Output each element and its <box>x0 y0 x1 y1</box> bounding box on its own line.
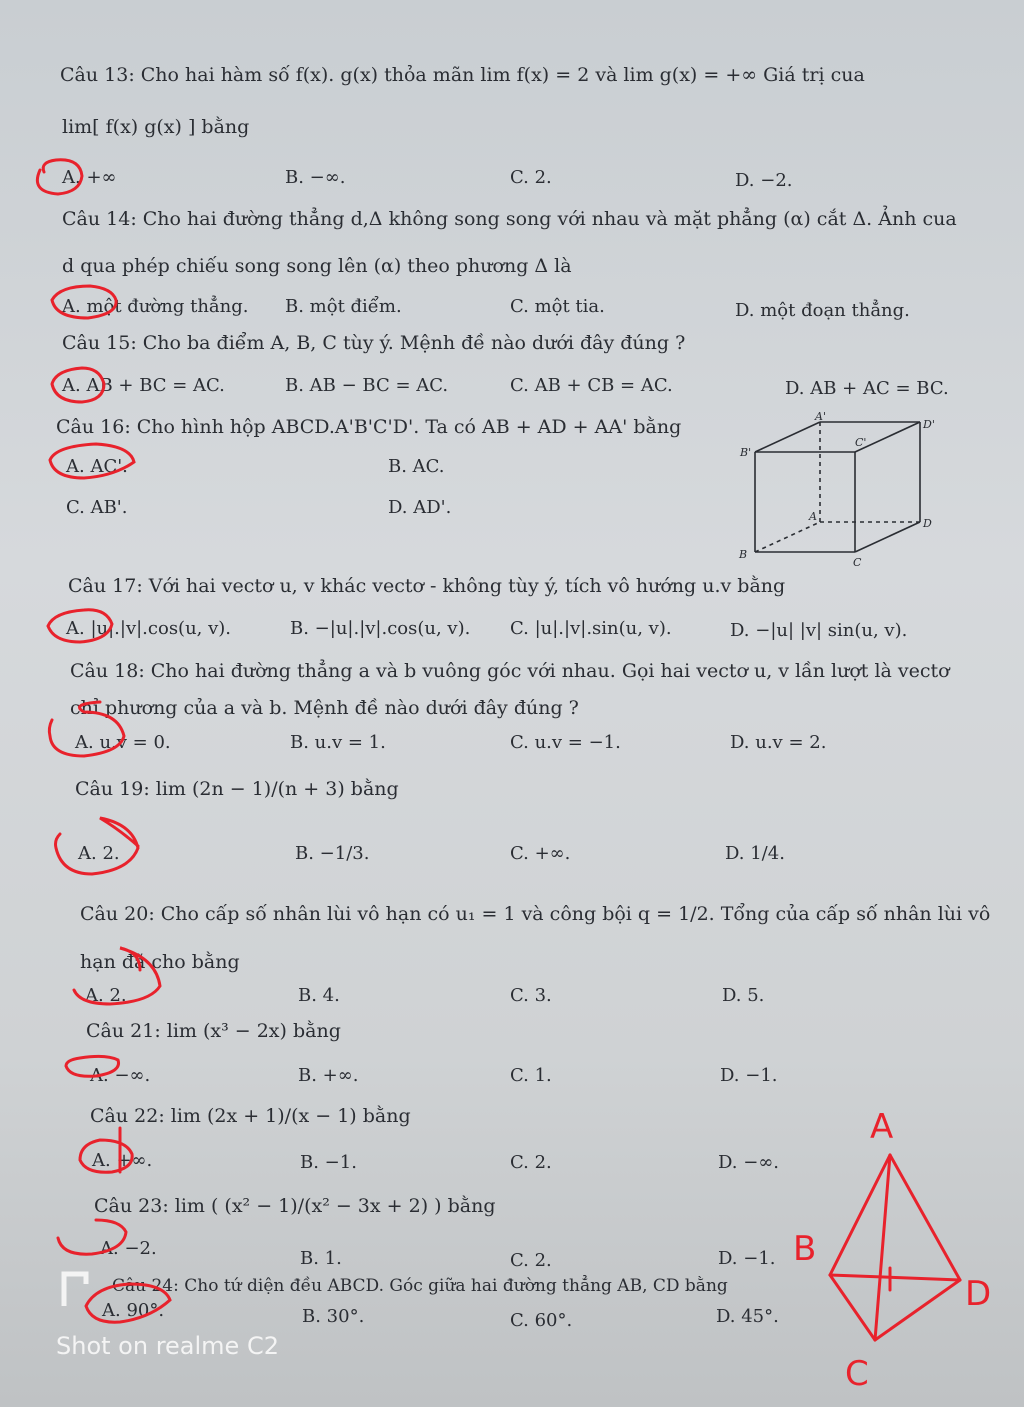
q23-option-d: D. −1. <box>718 1248 776 1269</box>
q20-option-c: C. 3. <box>510 985 552 1006</box>
q21-option-a: A. −∞. <box>90 1065 151 1086</box>
q23-option-a: A. −2. <box>100 1238 157 1259</box>
cube-label-a-prime: A' <box>815 412 826 423</box>
q22-option-a: A. +∞. <box>92 1150 153 1171</box>
q17-option-d: D. −|u| |v| sin(u, v). <box>730 620 908 641</box>
q24-option-d: D. 45°. <box>716 1306 779 1327</box>
q14-option-b: B. một điểm. <box>285 296 402 317</box>
q22-option-c: C. 2. <box>510 1152 552 1173</box>
q15-option-b: B. AB − BC = AC. <box>285 375 449 396</box>
q13-option-d: D. −2. <box>735 170 793 191</box>
q14-option-a: A. một đường thẳng. <box>62 296 249 317</box>
cube-label-a: A <box>809 510 817 523</box>
q21-option-c: C. 1. <box>510 1065 552 1086</box>
q17-option-c: C. |u|.|v|.sin(u, v). <box>510 618 672 639</box>
q22-stem: Câu 22: lim (2x + 1)/(x − 1) bằng <box>90 1105 411 1127</box>
q17-option-a: A. |u|.|v|.cos(u, v). <box>66 618 232 639</box>
cube-label-d-prime: D' <box>923 418 935 431</box>
q22-option-d: D. −∞. <box>718 1152 780 1173</box>
q19-option-c: C. +∞. <box>510 843 571 864</box>
q13-option-b: B. −∞. <box>285 167 346 188</box>
q13-option-c: C. 2. <box>510 167 552 188</box>
cube-label-b-prime: B' <box>740 446 752 459</box>
q13-stem-line2: lim[ f(x) g(x) ] bằng <box>62 116 250 138</box>
q14-stem-line2: d qua phép chiếu song song lên (α) theo phương Δ là <box>62 255 572 277</box>
cube-label-c-prime: C' <box>855 436 867 449</box>
q22-option-b: B. −1. <box>300 1152 357 1173</box>
q18-stem-line2: chỉ phương của a và b. Mệnh đề nào dưới đây đúng ? <box>70 697 579 719</box>
q17-option-b: B. −|u|.|v|.cos(u, v). <box>290 618 471 639</box>
q18-option-d: D. u.v = 2. <box>730 732 827 753</box>
q13-stem-line1: Câu 13: Cho hai hàm số f(x). g(x) thỏa mãn lim f(x) = 2 và lim g(x) = +∞ Giá trị cua <box>60 64 865 86</box>
q19-option-a: A. 2. <box>78 843 120 864</box>
q23-stem: Câu 23: lim ( (x² − 1)/(x² − 3x + 2) ) bằng <box>94 1195 496 1217</box>
q20-option-a: A. 2. <box>85 985 127 1006</box>
sketch-label-c: C <box>845 1354 869 1390</box>
q24-option-c: C. 60°. <box>510 1310 573 1331</box>
q16-option-c: C. AB'. <box>66 497 128 518</box>
q20-stem-line2: hạn đã cho bằng <box>80 951 240 973</box>
q15-stem: Câu 15: Cho ba điểm A, B, C tùy ý. Mệnh đề nào dưới đây đúng ? <box>62 332 686 354</box>
q21-option-b: B. +∞. <box>298 1065 359 1086</box>
q16-stem: Câu 16: Cho hình hộp ABCD.A'B'C'D'. Ta có AB + AD + AA' bằng <box>56 416 682 438</box>
camera-watermark: Shot on realme C2 <box>56 1332 279 1360</box>
q19-option-d: D. 1/4. <box>725 843 785 864</box>
q14-stem-line1: Câu 14: Cho hai đường thẳng d,Δ không song song với nhau và mặt phẳng (α) cắt Δ. Ảnh cua <box>62 208 957 230</box>
cube-label-c: C <box>853 556 862 569</box>
sketch-label-b: B <box>793 1229 817 1269</box>
q15-option-c: C. AB + CB = AC. <box>510 375 673 396</box>
q18-option-b: B. u.v = 1. <box>290 732 386 753</box>
sketch-label-d: D <box>965 1274 992 1314</box>
cube-label-d: D <box>923 517 932 530</box>
q24-stem: Câu 24: Cho tứ diện đều ABCD. Góc giữa hai đường thẳng AB, CD bằng <box>112 1276 728 1296</box>
cube-label-b: B <box>739 548 748 561</box>
sketch-label-a: A <box>870 1107 894 1147</box>
q17-stem: Câu 17: Với hai vectơ u, v khác vectơ - không tùy ý, tích vô hướng u.v bằng <box>68 575 786 597</box>
q18-stem-line1: Câu 18: Cho hai đường thẳng a và b vuông góc với nhau. Gọi hai vectơ u, v lần lượt là vectơ <box>70 660 950 682</box>
q18-option-a: A. u.v = 0. <box>75 732 171 753</box>
q15-option-d: D. AB + AC = BC. <box>785 378 949 399</box>
q16-option-b: B. AC. <box>388 456 445 477</box>
q23-option-c: C. 2. <box>510 1250 552 1271</box>
q24-option-b: B. 30°. <box>302 1306 365 1327</box>
q19-stem: Câu 19: lim (2n − 1)/(n + 3) bằng <box>75 778 399 800</box>
q16-option-a: A. AC'. <box>66 456 128 477</box>
q13-option-a: A. +∞ <box>62 167 117 188</box>
camera-logo-icon <box>58 1268 100 1310</box>
tetrahedron-sketch <box>790 1100 1005 1390</box>
q23-option-b: B. 1. <box>300 1248 342 1269</box>
parallelepiped-figure <box>735 412 945 577</box>
q18-option-c: C. u.v = −1. <box>510 732 621 753</box>
q21-stem: Câu 21: lim (x³ − 2x) bằng <box>86 1020 341 1042</box>
q14-option-c: C. một tia. <box>510 296 605 317</box>
q20-option-b: B. 4. <box>298 985 340 1006</box>
q14-option-d: D. một đoạn thẳng. <box>735 300 910 321</box>
q20-option-d: D. 5. <box>722 985 765 1006</box>
q21-option-d: D. −1. <box>720 1065 778 1086</box>
q19-option-b: B. −1/3. <box>295 843 370 864</box>
q20-stem-line1: Câu 20: Cho cấp số nhân lùi vô hạn có u₁ = 1 và công bội q = 1/2. Tổng của cấp số nhân lùi vô <box>80 903 991 925</box>
q16-option-d: D. AD'. <box>388 497 452 518</box>
q15-option-a: A. AB + BC = AC. <box>62 375 225 396</box>
q24-option-a: A. 90°. <box>102 1300 165 1321</box>
